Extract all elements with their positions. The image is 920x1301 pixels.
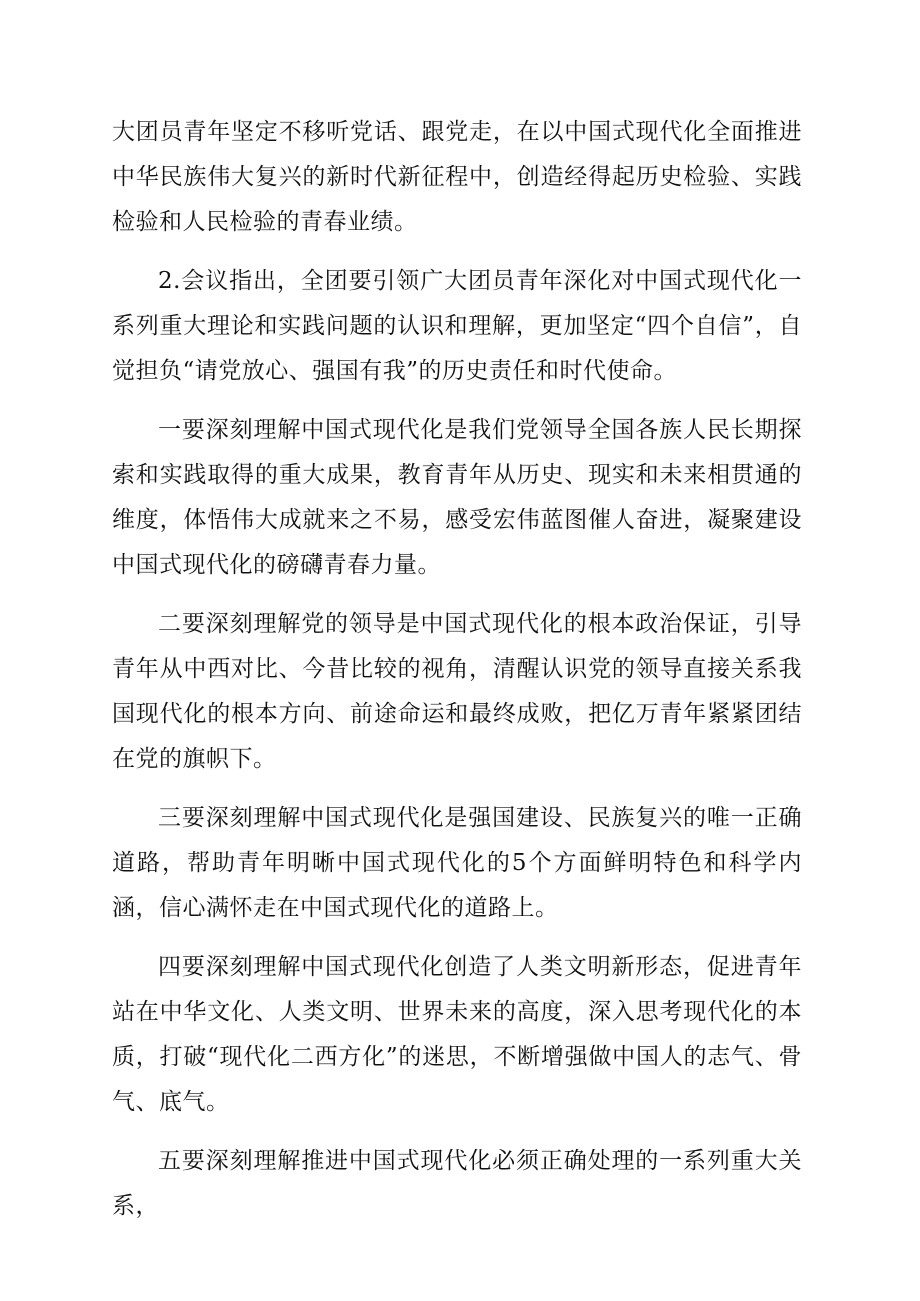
paragraph-7: 五要深刻理解推进中国式现代化必须正确处理的一系列重大关系， [112, 1148, 802, 1219]
paragraph-5: 三要深刻理解中国式现代化是强国建设、民族复兴的唯一正确道路，帮助青年明晰中国式现代化的5个方面鲜明特色和科学内涵，信心满怀走在中国式现代化的道路上。 [112, 805, 802, 921]
paragraph-4: 二要深刻理解党的领导是中国式现代化的根本政治保证，引导青年从中西对比、今昔比较的视角，清醒认识党的领导直接关系我国现代化的根本方向、前途命运和最终成败，把亿万青年紧紧团结在党的旗帜下。 [112, 611, 802, 772]
paragraph-6: 四要深刻理解中国式现代化创造了人类文明新形态，促进青年站在中华文化、人类文明、世界未来的高度，深入思考现代化的本质，打破“现代化二西方化”的迷思，不断增强做中国人的志气、骨气、底气。 [112, 954, 802, 1115]
paragraph-3: 一要深刻理解中国式现代化是我们党领导全国各族人民长期探索和实践取得的重大成果，教育青年从历史、现实和未来相贯通的维度，体悟伟大成就来之不易，感受宏伟蓝图催人奋进，凝聚建设中国式现代化的磅礴青春力量。 [112, 417, 802, 578]
paragraph-1: 大团员青年坚定不移听党话、跟党走，在以中国式现代化全面推进中华民族伟大复兴的新时代新征程中，创造经得起历史检验、实践检验和人民检验的青春业绩。 [112, 119, 802, 235]
paragraph-2: 2.会议指出，全团要引领广大团员青年深化对中国式现代化一系列重大理论和实践问题的认识和理解，更加坚定“四个自信”，自觉担负“请党放心、强国有我”的历史责任和时代使命。 [112, 268, 802, 384]
document-body [112, 110, 802, 1243]
